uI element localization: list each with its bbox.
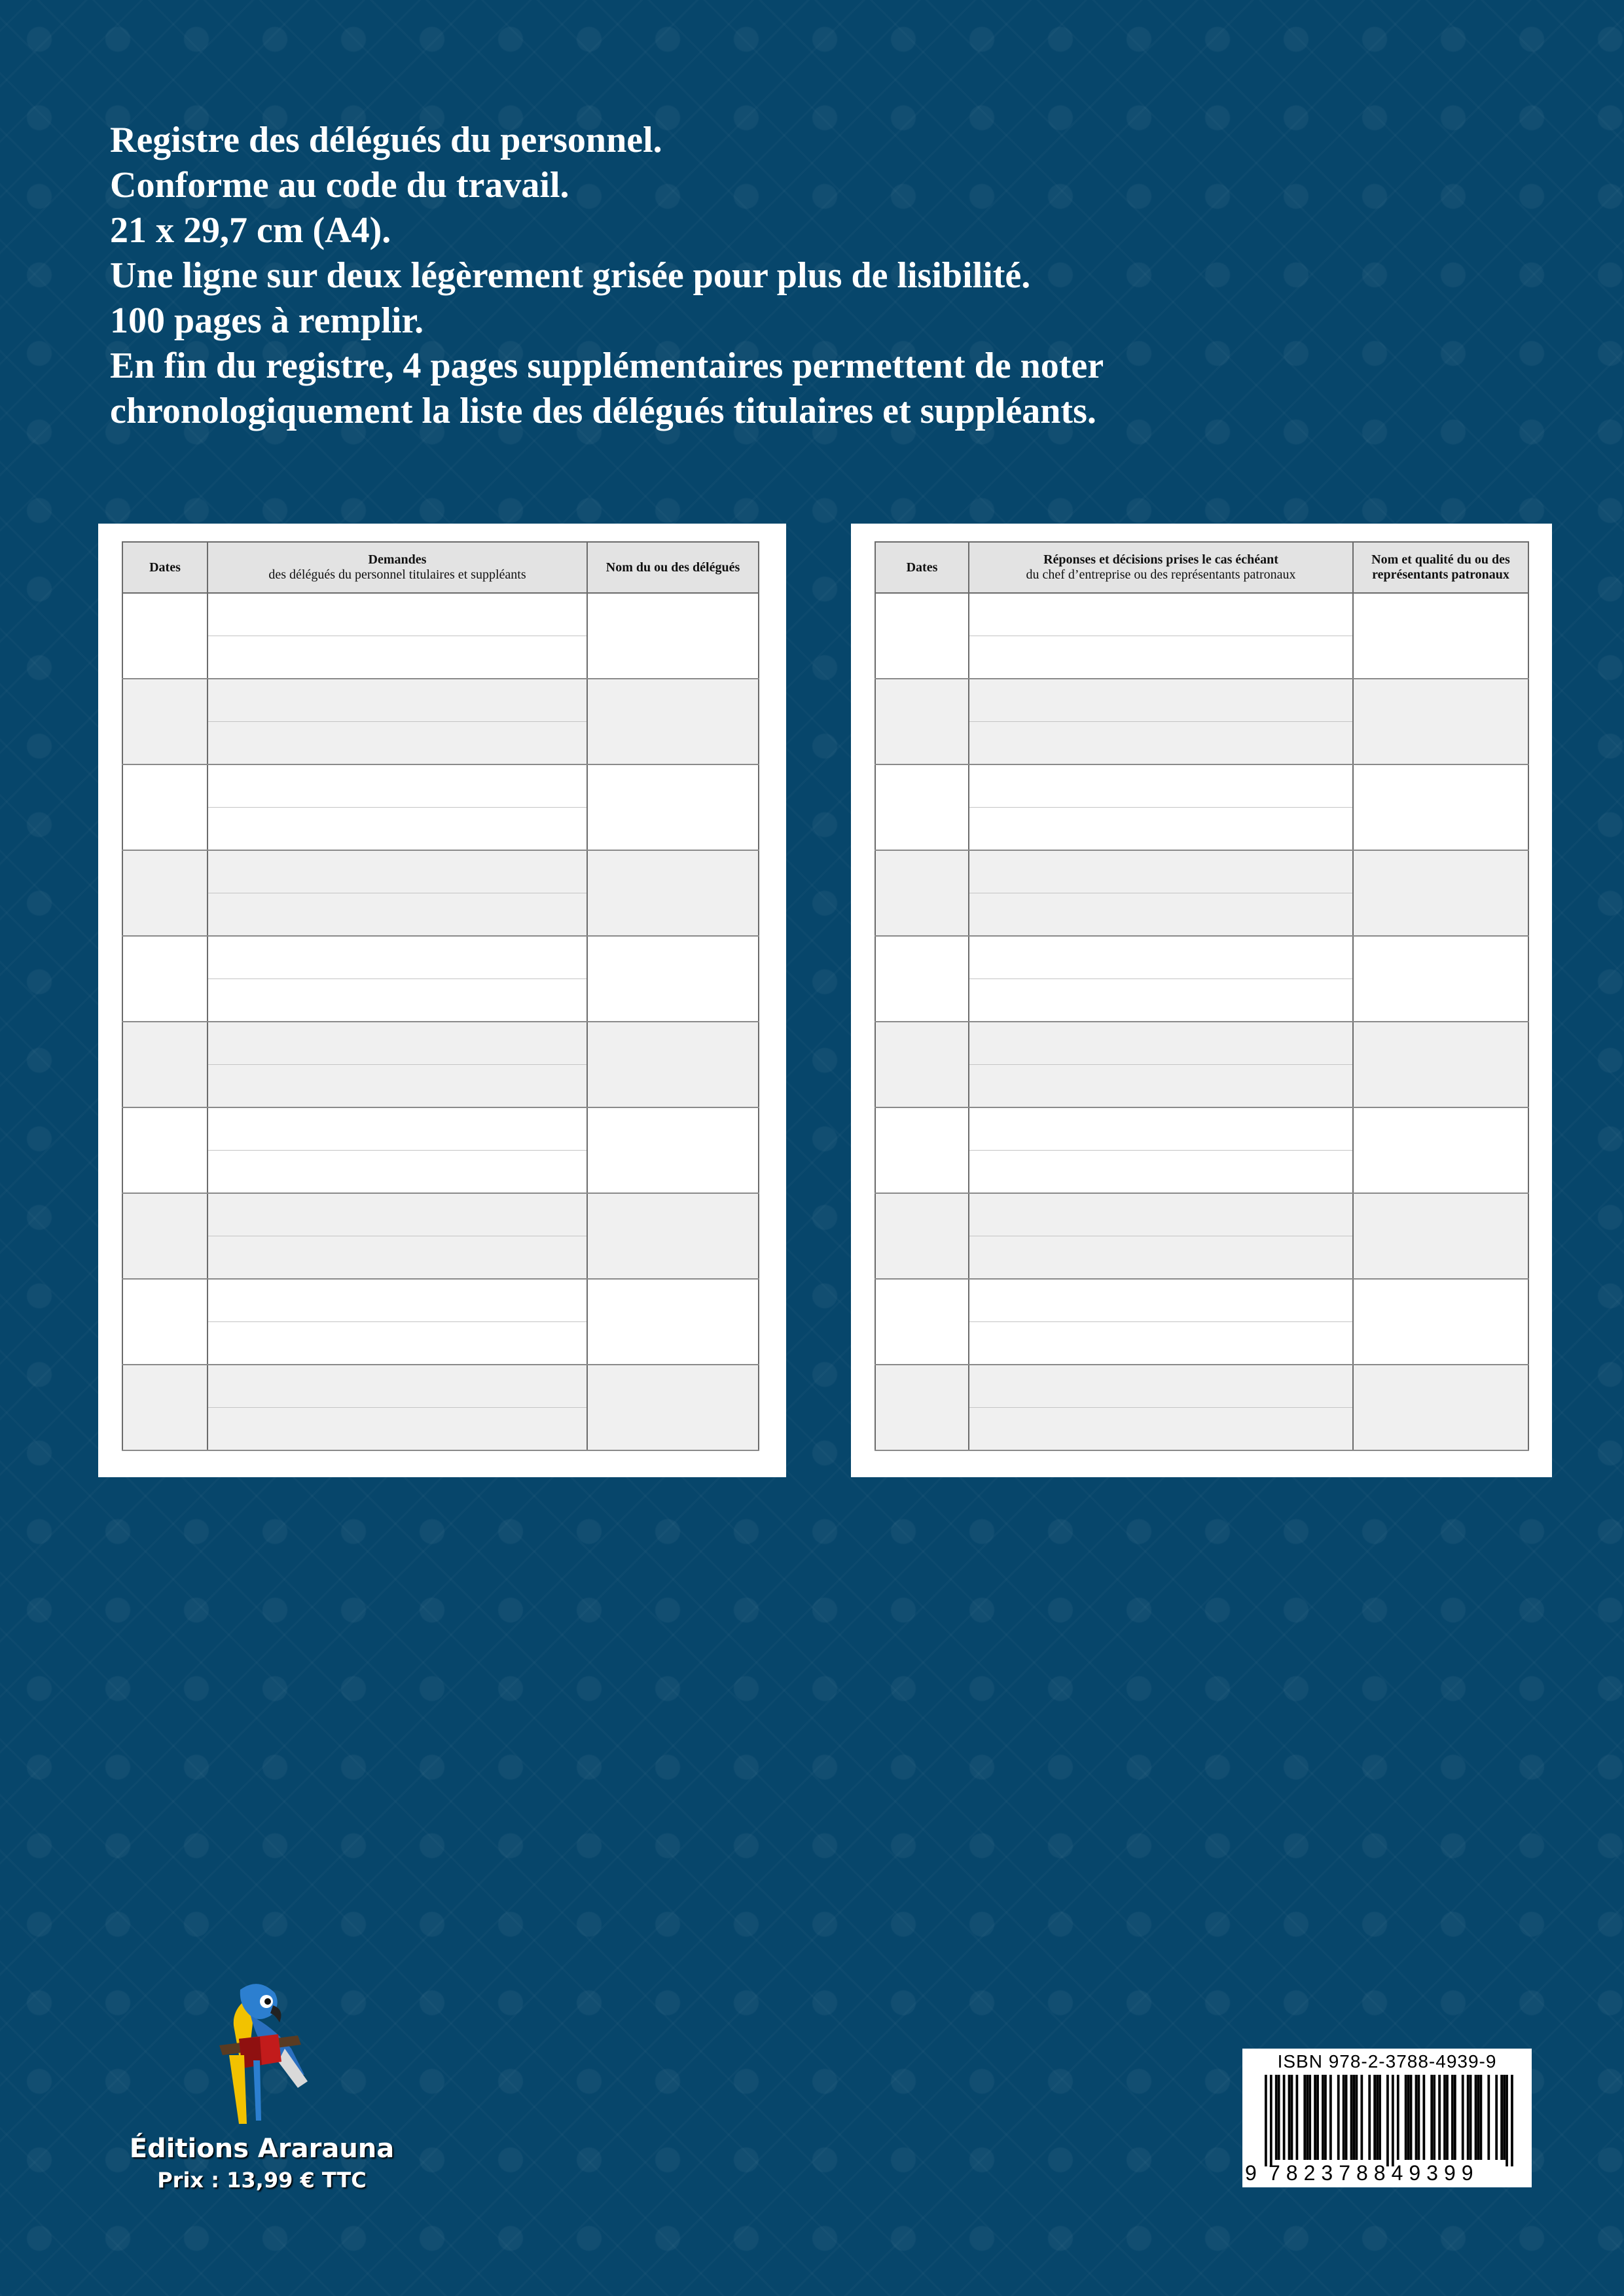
entry-line-cell: [969, 1365, 1353, 1408]
entry-line-cell: [969, 808, 1353, 851]
register-entry: [122, 1279, 759, 1322]
publisher-name: Éditions Ararauna: [129, 2134, 395, 2164]
entry-line-cell: [969, 850, 1353, 893]
entry-line-cell: [208, 722, 587, 765]
entry-line-cell: [208, 1365, 587, 1408]
barcode-bar: [1316, 2075, 1319, 2160]
sample-page-responses: [851, 524, 1552, 1477]
date-cell: [875, 850, 969, 936]
name-cell: [1353, 1022, 1528, 1107]
entry-line-cell: [208, 636, 587, 679]
date-cell: [875, 1107, 969, 1193]
date-cell: [122, 1193, 208, 1279]
register-rows: [122, 593, 759, 1450]
barcode-bar: [1415, 2075, 1418, 2160]
register-entry: [122, 679, 759, 722]
entry-line-cell: [969, 1279, 1353, 1322]
register-entry: [875, 1022, 1528, 1065]
barcode-bar: [1324, 2075, 1327, 2160]
barcode-bar: [1283, 2075, 1286, 2160]
name-cell: [1353, 850, 1528, 936]
entry-line-cell: [969, 722, 1353, 765]
date-cell: [122, 1107, 208, 1193]
date-cell: [122, 593, 208, 679]
barcode-bar: [1329, 2075, 1332, 2160]
date-cell: [875, 764, 969, 850]
register-entry: [875, 1279, 1528, 1322]
entry-line-cell: [969, 679, 1353, 722]
register-entry: [875, 850, 1528, 893]
entry-line-cell: [969, 936, 1353, 979]
entry-line-cell: [969, 1193, 1353, 1236]
entry-line-cell: [208, 893, 587, 937]
entry-line-cell: [208, 1279, 587, 1322]
header-dates: Dates: [875, 542, 969, 593]
register-rows: [875, 593, 1528, 1450]
barcode-bar: [1360, 2075, 1363, 2160]
name-cell: [587, 593, 759, 679]
barcode-bar: [1422, 2075, 1425, 2160]
header-delegate-names: Nom du ou des délégués: [587, 542, 759, 593]
barcode-bar: [1278, 2075, 1280, 2160]
publisher-logo: [124, 1977, 399, 2193]
entry-line-cell: [208, 1151, 587, 1194]
entry-line-cell: [969, 764, 1353, 808]
barcode-bar: [1350, 2075, 1353, 2160]
register-entry: [122, 593, 759, 636]
description-line: 21 x 29,7 cm (A4).: [110, 210, 391, 251]
entry-line-cell: [969, 593, 1353, 636]
barcode-bar: [1454, 2075, 1456, 2160]
barcode-bar: [1291, 2075, 1293, 2160]
date-cell: [875, 1279, 969, 1365]
description-line: 100 pages à remplir.: [110, 300, 424, 341]
entry-line-cell: [969, 1236, 1353, 1280]
name-cell: [587, 936, 759, 1022]
barcode-bar: [1392, 2075, 1394, 2166]
barcode-bars: [1265, 2075, 1513, 2166]
entry-line-cell: [969, 979, 1353, 1022]
barcode-bar: [1353, 2075, 1356, 2160]
barcode-bar: [1487, 2075, 1490, 2160]
entry-line-cell: [208, 808, 587, 851]
date-cell: [122, 1022, 208, 1107]
barcode-bar: [1265, 2075, 1267, 2166]
barcode-bar: [1322, 2075, 1324, 2160]
description-line: En fin du registre, 4 pages supplémentaires permettent de noter: [110, 346, 1104, 386]
entry-line-cell: [969, 636, 1353, 679]
name-cell: [1353, 1279, 1528, 1365]
name-cell: [587, 1279, 759, 1365]
barcode-bar: [1430, 2075, 1433, 2160]
price-label: Prix : 13,99 € TTC: [157, 2168, 367, 2193]
isbn-barcode: [1242, 2049, 1532, 2187]
barcode-bar: [1296, 2075, 1299, 2160]
barcode-bar: [1270, 2075, 1272, 2166]
name-cell: [587, 1193, 759, 1279]
barcode-bar: [1373, 2075, 1376, 2160]
register-entry: [122, 1022, 759, 1065]
parrot-icon: [193, 1977, 324, 2134]
description-line: Conforme au code du travail.: [110, 165, 569, 206]
barcode-bar: [1343, 2075, 1345, 2160]
sample-page-requests: [98, 524, 786, 1477]
entry-line-cell: [208, 593, 587, 636]
date-cell: [122, 764, 208, 850]
description-text: [110, 118, 1550, 434]
register-entry: [875, 593, 1528, 636]
entry-line-cell: [208, 1107, 587, 1151]
barcode-bar: [1376, 2075, 1379, 2160]
entry-line-cell: [969, 1107, 1353, 1151]
entry-line-cell: [208, 679, 587, 722]
name-cell: [1353, 593, 1528, 679]
ean-remaining-digits: 782378849399: [1269, 2161, 1479, 2185]
name-cell: [1353, 764, 1528, 850]
register-entry: [875, 679, 1528, 722]
date-cell: [875, 1365, 969, 1450]
description-line: Registre des délégués du personnel.: [110, 120, 662, 160]
date-cell: [122, 936, 208, 1022]
barcode-bar: [1438, 2075, 1441, 2160]
name-cell: [1353, 1193, 1528, 1279]
entry-line-cell: [969, 1322, 1353, 1365]
entry-line-cell: [208, 1193, 587, 1236]
name-cell: [587, 1107, 759, 1193]
name-cell: [1353, 679, 1528, 764]
name-cell: [1353, 1365, 1528, 1450]
barcode-bar: [1462, 2075, 1464, 2160]
date-cell: [122, 1279, 208, 1365]
barcode-bar: [1386, 2075, 1389, 2166]
barcode-bar: [1470, 2075, 1472, 2160]
entry-line-cell: [969, 1022, 1353, 1065]
barcode-bar: [1368, 2075, 1371, 2160]
barcode-bar: [1410, 2075, 1413, 2160]
register-entry: [875, 1107, 1528, 1151]
entry-line-cell: [208, 850, 587, 893]
entry-line-cell: [208, 936, 587, 979]
register-entry: [122, 850, 759, 893]
register-entry: [122, 1365, 759, 1408]
header-representative-names: Nom et qualité du ou des représentants patronaux: [1353, 542, 1528, 593]
barcode-bar: [1475, 2075, 1477, 2160]
barcode-bar: [1345, 2075, 1348, 2160]
ean-first-digit: 9: [1245, 2161, 1257, 2185]
name-cell: [587, 1365, 759, 1450]
header-responses: Réponses et décisions prises le cas échéant du chef d’entreprise ou des représentants patronaux: [969, 542, 1353, 593]
register-table-responses: [875, 541, 1529, 1451]
register-entry: [122, 1107, 759, 1151]
barcode-bar: [1467, 2075, 1470, 2160]
name-cell: [1353, 1107, 1528, 1193]
entry-line-cell: [208, 1322, 587, 1365]
date-cell: [122, 1365, 208, 1450]
date-cell: [875, 936, 969, 1022]
description-line: chronologiquement la liste des délégués titulaires et suppléants.: [110, 391, 1096, 431]
barcode-bar: [1480, 2075, 1483, 2160]
header-dates: Dates: [122, 542, 208, 593]
barcode-bar: [1443, 2075, 1446, 2160]
name-cell: [587, 679, 759, 764]
barcode-bar: [1356, 2075, 1358, 2160]
date-cell: [875, 1193, 969, 1279]
barcode-bar: [1397, 2075, 1399, 2160]
name-cell: [587, 850, 759, 936]
register-entry: [122, 1193, 759, 1236]
barcode-bar: [1303, 2075, 1306, 2160]
barcode-bar: [1308, 2075, 1311, 2160]
barcode-bar: [1433, 2075, 1435, 2160]
barcode-bar: [1506, 2075, 1508, 2166]
entry-line-cell: [208, 1236, 587, 1280]
barcode-bar: [1288, 2075, 1291, 2160]
register-entry: [875, 1193, 1528, 1236]
header-requests: Demandes des délégués du personnel titulaires et suppléants: [208, 542, 587, 593]
date-cell: [875, 593, 969, 679]
date-cell: [122, 679, 208, 764]
entry-line-cell: [969, 893, 1353, 937]
entry-line-cell: [969, 1408, 1353, 1451]
name-cell: [587, 764, 759, 850]
barcode-bar: [1418, 2075, 1420, 2160]
barcode-bar: [1407, 2075, 1410, 2160]
entry-line-cell: [208, 1065, 587, 1108]
description-line: Une ligne sur deux légèrement grisée pour plus de lisibilité.: [110, 255, 1031, 296]
barcode-bar: [1511, 2075, 1513, 2166]
register-entry: [875, 936, 1528, 979]
barcode-bar: [1337, 2075, 1340, 2160]
barcode-bar: [1306, 2075, 1308, 2160]
register-table-requests: [122, 541, 759, 1451]
barcode-bar: [1446, 2075, 1449, 2160]
entry-line-cell: [969, 1151, 1353, 1194]
name-cell: [587, 1022, 759, 1107]
register-entry: [875, 1365, 1528, 1408]
register-entry: [122, 764, 759, 808]
name-cell: [1353, 936, 1528, 1022]
barcode-bar: [1451, 2075, 1454, 2160]
barcode-bar: [1275, 2075, 1278, 2160]
barcode-bar: [1477, 2075, 1480, 2160]
barcode-bar: [1495, 2075, 1498, 2160]
entry-line-cell: [208, 1022, 587, 1065]
barcode-bar: [1500, 2075, 1503, 2160]
entry-line-cell: [208, 1408, 587, 1451]
barcode-bar: [1379, 2075, 1381, 2160]
barcode-bar: [1405, 2075, 1407, 2160]
entry-line-cell: [208, 764, 587, 808]
date-cell: [875, 1022, 969, 1107]
barcode-bar: [1503, 2075, 1506, 2160]
register-entry: [122, 936, 759, 979]
entry-line-cell: [208, 979, 587, 1022]
date-cell: [875, 679, 969, 764]
date-cell: [122, 850, 208, 936]
register-entry: [875, 764, 1528, 808]
entry-line-cell: [969, 1065, 1353, 1108]
isbn-label: ISBN 978-2-3788-4939-9: [1277, 2051, 1497, 2072]
barcode-bar: [1314, 2075, 1316, 2160]
